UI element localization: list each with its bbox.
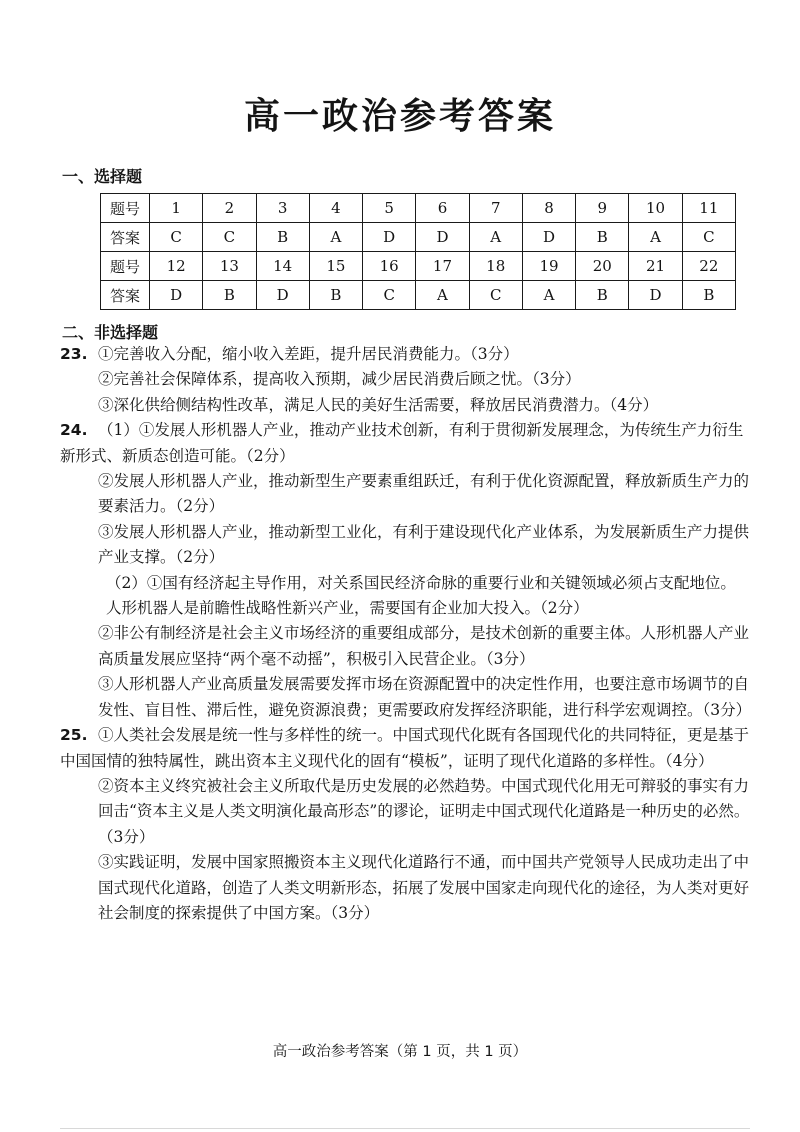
question-number-cell: 7 [469, 194, 522, 223]
answer-key-row [101, 281, 736, 310]
answer-paragraph [60, 571, 750, 622]
question-number-cell: 21 [629, 252, 682, 281]
answer-text: ③发展人形机器人产业，推动新型工业化，有利于建设现代化产业体系，为发展新质生产力提供产业支撑。（2分） [98, 522, 750, 567]
answer-text: （2）①国有经济起主导作用，对关系国民经济命脉的重要行业和关键领域必须占支配地位。人形机器人是前瞻性战略性新兴产业，需要国有企业加大投入。（2分） [106, 573, 736, 618]
question-number-cell: 3 [256, 194, 309, 223]
answer-cell: C [150, 223, 203, 252]
answer-cell: A [522, 281, 575, 310]
answer-cell: C [682, 223, 735, 252]
answer-cell: D [363, 223, 416, 252]
question-number-cell: 1 [150, 194, 203, 223]
answer-cell: C [363, 281, 416, 310]
answer-cell: D [629, 281, 682, 310]
question-number-cell: 14 [256, 252, 309, 281]
answer-paragraph [60, 672, 750, 723]
answer-paragraph [60, 850, 750, 926]
answer-cell: B [256, 223, 309, 252]
answer-paragraph [60, 393, 750, 418]
question-number-cell: 16 [363, 252, 416, 281]
answer-cell: C [203, 223, 256, 252]
question-number-cell: 6 [416, 194, 469, 223]
answer-key-row [101, 223, 736, 252]
row-label: 答案 [101, 281, 150, 310]
answer-text: ①完善收入分配，缩小收入差距，提升居民消费能力。（3分） [98, 345, 519, 363]
answer-cell: C [469, 281, 522, 310]
answer-paragraph [60, 774, 750, 850]
question-number: 25. [60, 726, 88, 745]
row-label: 题号 [101, 252, 150, 281]
answer-cell: D [416, 223, 469, 252]
question-number-row [101, 252, 736, 281]
answer-paragraph [60, 621, 750, 672]
answer-text: ②资本主义终究被社会主义所取代是历史发展的必然趋势。中国式现代化用无可辩驳的事实有力回击“资本主义是人类文明演化最高形态”的谬论，证明走中国式现代化道路是一种历史的必然。（3分） [98, 776, 750, 846]
question-number-cell: 17 [416, 252, 469, 281]
question-number-cell: 4 [309, 194, 362, 223]
page-title: 高一政治参考答案 [243, 96, 556, 137]
answer-table [100, 193, 736, 310]
question-number-cell: 11 [682, 194, 735, 223]
bottom-divider [60, 1128, 750, 1129]
answer-cell: A [416, 281, 469, 310]
question-number-cell: 12 [150, 252, 203, 281]
answer-text: （1）①发展人形机器人产业，推动产业技术创新，有利于贯彻新发展理念，为传统生产力衍生新形式、新质态创造可能。（2分） [60, 421, 744, 465]
answer-paragraph [60, 469, 750, 520]
answer-text: ②发展人形机器人产业，推动新型生产要素重组跃迁，有利于优化资源配置，释放新质生产力的要素活力。（2分） [98, 472, 750, 516]
answer-cell: D [256, 281, 309, 310]
question-number-cell: 19 [522, 252, 575, 281]
answer-text: ③人形机器人产业高质量发展需要发挥市场在资源配置中的决定性作用，也要注意市场调节的自发性、盲目性、滞后性，避免资源浪费；更需要政府发挥经济职能，进行科学宏观调控。（3分） [98, 675, 752, 719]
question-number-cell: 2 [203, 194, 256, 223]
question-number-cell: 22 [682, 252, 735, 281]
question-number-cell: 18 [469, 252, 522, 281]
question-number-row [101, 194, 736, 223]
question-number-cell: 15 [309, 252, 362, 281]
question-number: 24. [60, 421, 88, 440]
answer-text: ③深化供给侧结构性改革，满足人民的美好生活需要，释放居民消费潜力。（4分） [98, 395, 659, 414]
answer-cell: A [629, 223, 682, 252]
question-number: 23. [60, 345, 88, 363]
row-label: 题号 [101, 194, 150, 223]
answer-cell: B [203, 281, 256, 310]
section-heading-choice: 一、选择题 [62, 167, 143, 186]
section-heading-non-choice: 二、非选择题 [62, 323, 159, 342]
answer-text: ②完善社会保障体系，提高收入预期，减少居民消费后顾之忧。（3分） [98, 370, 581, 389]
answer-cell: D [150, 281, 203, 310]
question-number-cell: 13 [203, 252, 256, 281]
answer-content [60, 342, 750, 926]
answer-text: ②非公有制经济是社会主义市场经济的重要组成部分，是技术创新的重要主体。人形机器人产业高质量发展应坚持“两个毫不动摇”，积极引入民营企业。（3分） [98, 624, 750, 668]
answer-cell: B [309, 281, 362, 310]
answer-text: ③实践证明，发展中国家照搬资本主义现代化道路行不通，而中国共产党领导人民成功走出了中国式现代化道路，创造了人类文明新形态，拓展了发展中国家走向现代化的途径，为人类对更好社会制度的探索提供了中国方案。（3分） [98, 853, 750, 922]
answer-paragraph [60, 723, 750, 774]
answer-cell: B [682, 281, 735, 310]
answer-cell: A [309, 223, 362, 252]
question-number-cell: 8 [522, 194, 575, 223]
row-label: 答案 [101, 223, 150, 252]
answer-paragraph [60, 342, 750, 367]
question-number-cell: 20 [576, 252, 629, 281]
page-footer: 高一政治参考答案（第 1 页，共 1 页） [272, 1044, 528, 1060]
answer-paragraph [60, 367, 750, 392]
answer-paragraph [60, 520, 750, 571]
question-number-cell: 5 [363, 194, 416, 223]
answer-text: ①人类社会发展是统一性与多样性的统一。中国式现代化既有各国现代化的共同特征，更是基于中国国情的独特属性，跳出资本主义现代化的固有“模板”，证明了现代化道路的多样性。（4分） [60, 726, 750, 770]
question-number-cell: 9 [576, 194, 629, 223]
answer-cell: D [522, 223, 575, 252]
answer-cell: B [576, 223, 629, 252]
answer-paragraph [60, 418, 750, 469]
answer-cell: A [469, 223, 522, 252]
question-number-cell: 10 [629, 194, 682, 223]
answer-cell: B [576, 281, 629, 310]
